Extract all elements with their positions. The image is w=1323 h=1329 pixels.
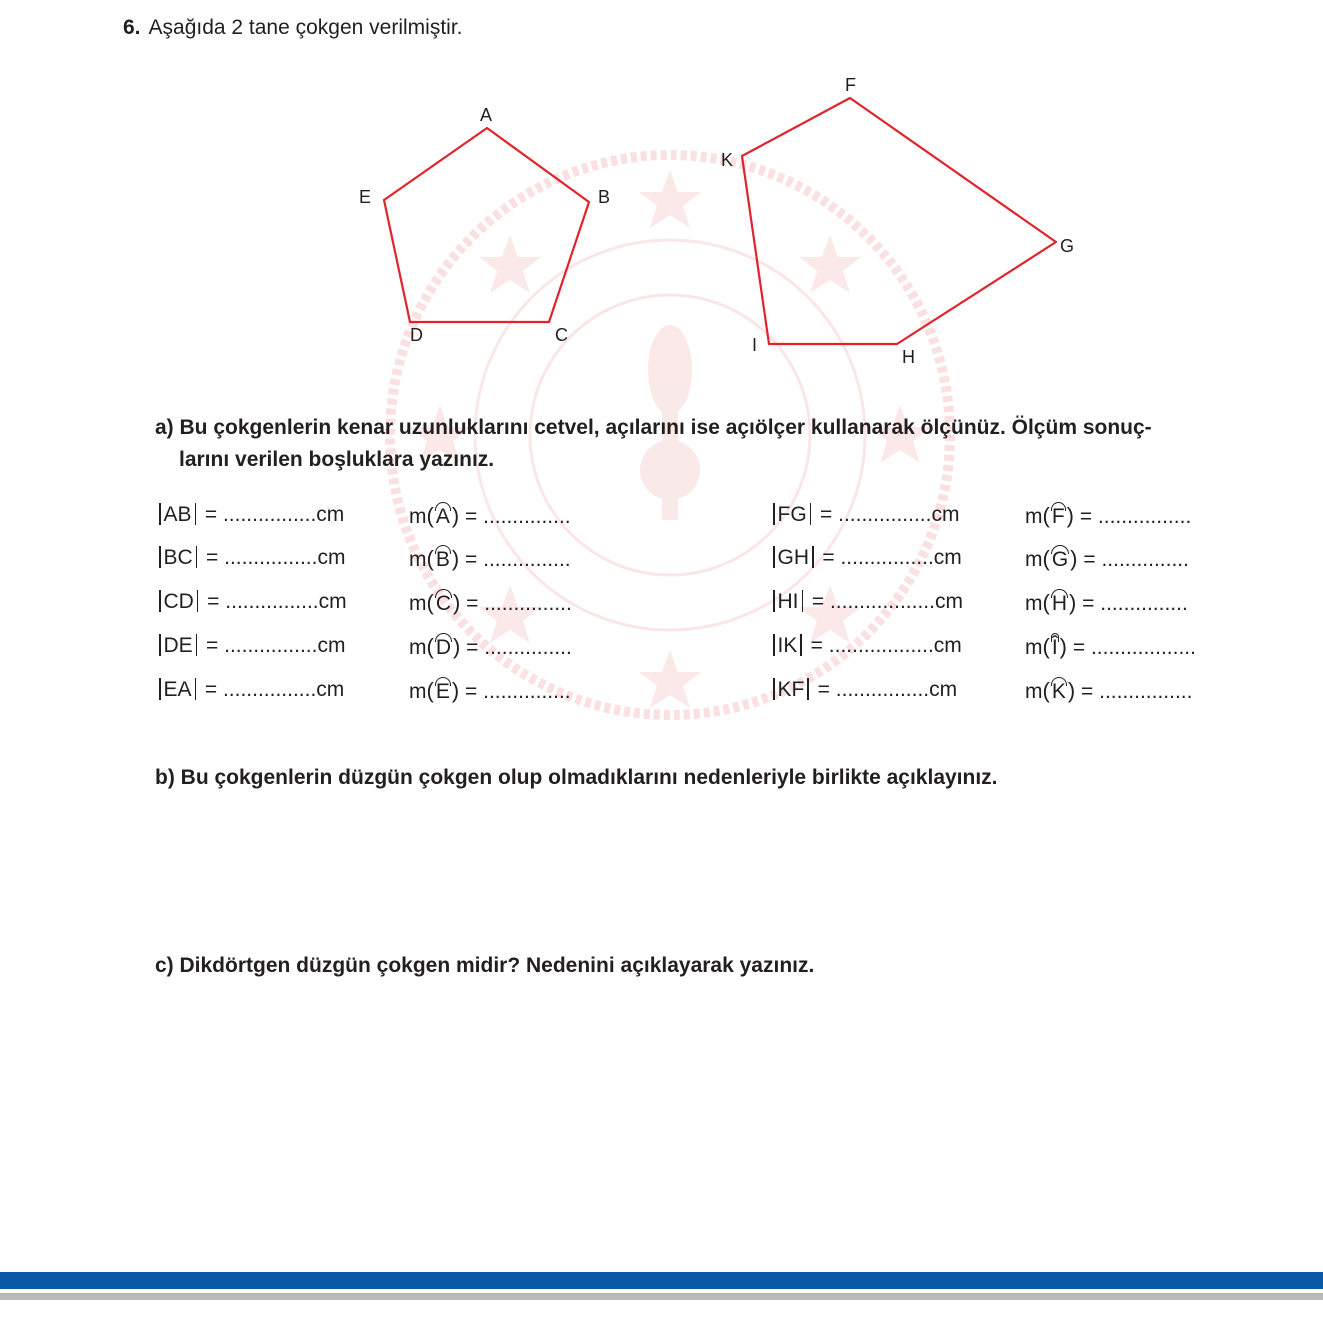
paren-close: ) xyxy=(451,546,460,571)
paren-close: ) xyxy=(453,634,461,659)
abs-bar-left xyxy=(159,590,161,612)
angle-measure-right-4[interactable] xyxy=(1025,634,1196,660)
equals-sign: = xyxy=(459,548,484,571)
answer-blank[interactable]: ................cm xyxy=(222,503,345,526)
answer-blank[interactable]: ............... xyxy=(1100,592,1188,615)
answer-blank[interactable]: ............... xyxy=(483,680,571,703)
angle-measure-left-1[interactable] xyxy=(409,503,571,529)
angle-measure-left-3[interactable] xyxy=(409,590,572,616)
abs-bar-left xyxy=(773,634,775,656)
abs-bar-left xyxy=(159,503,161,525)
answer-blank[interactable]: ................cm xyxy=(225,590,347,613)
polygon-figures xyxy=(0,60,1323,380)
side-name: GH xyxy=(777,546,809,569)
equals-sign: = xyxy=(1075,680,1100,703)
angle-vertex: Î xyxy=(1051,636,1058,659)
paren-open: ( xyxy=(426,590,434,615)
vertex-label-g: G xyxy=(1060,236,1075,256)
pentagon-fghik xyxy=(742,98,1056,344)
equals-sign: = xyxy=(460,636,485,659)
equals-sign: = xyxy=(1076,592,1101,615)
abs-bar-right xyxy=(807,678,809,700)
angle-vertex: A xyxy=(435,505,450,528)
answer-blank[interactable]: ............... xyxy=(1101,548,1189,571)
pentagon-abcde xyxy=(384,128,589,322)
equals-sign: = xyxy=(200,546,225,569)
angle-vertex: B xyxy=(435,548,450,571)
side-length-right-kf[interactable] xyxy=(770,678,957,702)
abs-bar-left xyxy=(773,590,775,612)
measure-m: m xyxy=(409,636,427,659)
equals-sign: = xyxy=(199,678,223,701)
angle-measure-left-4[interactable] xyxy=(409,634,572,660)
abs-bar-right xyxy=(196,634,198,656)
abs-bar-left xyxy=(159,546,161,568)
abs-bar-right xyxy=(810,503,812,525)
equals-sign: = xyxy=(804,634,829,657)
paren-open: ( xyxy=(1042,503,1050,528)
abs-bar-left xyxy=(773,678,775,700)
paren-close: ) xyxy=(1067,678,1076,703)
measure-m: m xyxy=(1025,548,1043,571)
side-name: HI xyxy=(777,590,799,613)
side-length-left-ab[interactable] xyxy=(156,503,344,527)
vertex-label-k: K xyxy=(721,150,734,170)
side-length-left-cd[interactable] xyxy=(156,590,347,614)
equals-sign: = xyxy=(811,678,836,701)
abs-bar-right xyxy=(196,546,198,568)
paren-close: ) xyxy=(1069,590,1077,615)
answer-blank[interactable]: ............... xyxy=(484,592,572,615)
measure-m: m xyxy=(1025,592,1043,615)
answer-blank[interactable]: ................cm xyxy=(222,678,345,701)
angle-measure-left-5[interactable] xyxy=(409,678,571,704)
paren-close: ) xyxy=(1070,546,1078,571)
side-length-left-de[interactable] xyxy=(156,634,345,658)
vertex-label-i: I xyxy=(752,335,758,355)
abs-bar-left xyxy=(159,678,161,700)
answer-blank[interactable]: ................ xyxy=(1097,505,1192,528)
answer-blank[interactable]: ............... xyxy=(483,548,571,571)
side-name: BC xyxy=(163,546,193,569)
side-length-right-hi[interactable] xyxy=(770,590,963,614)
equals-sign: = xyxy=(459,505,484,528)
paren-open: ( xyxy=(426,503,434,528)
side-name: EA xyxy=(163,678,192,701)
answer-blank[interactable]: ..................cm xyxy=(828,634,962,657)
equals-sign: = xyxy=(1067,636,1091,659)
measure-m: m xyxy=(1025,505,1043,528)
vertex-label-h: H xyxy=(902,347,915,367)
equals-sign: = xyxy=(816,546,841,569)
part-a-line-2: larını verilen boşluklara yazınız. xyxy=(179,448,495,471)
side-length-right-gh[interactable] xyxy=(770,546,962,570)
question-number: 6. xyxy=(123,16,141,39)
side-length-right-fg[interactable] xyxy=(770,503,959,527)
abs-bar-right xyxy=(195,503,197,525)
angle-measure-right-3[interactable] xyxy=(1025,590,1188,616)
equals-sign: = xyxy=(1073,505,1098,528)
part-a-instruction xyxy=(155,412,1215,476)
abs-bar-right xyxy=(800,634,802,656)
vertex-label-c: C xyxy=(555,325,568,345)
angle-vertex: K xyxy=(1051,680,1066,703)
paren-close: ) xyxy=(1059,634,1067,659)
measure-m: m xyxy=(1025,680,1043,703)
equals-sign: = xyxy=(201,590,226,613)
equals-sign: = xyxy=(806,590,830,613)
paren-close: ) xyxy=(451,503,460,528)
abs-bar-right xyxy=(812,546,814,568)
side-name: FG xyxy=(777,503,807,526)
angle-vertex: H xyxy=(1051,592,1067,615)
measure-m: m xyxy=(409,592,427,615)
paren-close: ) xyxy=(451,678,460,703)
measure-m: m xyxy=(409,505,427,528)
side-name: DE xyxy=(163,634,193,657)
vertex-label-f: F xyxy=(845,75,856,95)
side-name: CD xyxy=(163,590,194,613)
side-length-left-ea[interactable] xyxy=(156,678,344,702)
answer-blank[interactable]: ................cm xyxy=(224,634,346,657)
paren-open: ( xyxy=(426,634,434,659)
equals-sign: = xyxy=(199,503,223,526)
abs-bar-right xyxy=(197,590,199,612)
equals-sign: = xyxy=(814,503,839,526)
paren-open: ( xyxy=(1042,634,1050,659)
angle-vertex: D xyxy=(435,636,451,659)
vertex-label-b: B xyxy=(598,187,611,207)
answer-blank[interactable]: ..................cm xyxy=(829,590,963,613)
part-a-line-1: a) Bu çokgenlerin kenar uzunluklarını cetvel, açılarını ise açıölçer kullanarak ölçünüz. Ölçüm sonuç- xyxy=(155,416,1152,439)
answer-blank[interactable]: ................ xyxy=(1099,680,1193,703)
answer-blank[interactable]: .................. xyxy=(1090,636,1196,659)
angle-measure-right-1[interactable] xyxy=(1025,503,1191,529)
footer-blue-bar xyxy=(0,1272,1323,1289)
vertex-label-d: D xyxy=(410,325,423,345)
paren-open: ( xyxy=(1042,546,1050,571)
question-text: Aşağıda 2 tane çokgen verilmiştir. xyxy=(148,16,463,39)
paren-open: ( xyxy=(1042,678,1050,703)
answer-blank[interactable]: ............... xyxy=(483,505,571,528)
answer-blank[interactable]: ................cm xyxy=(224,546,346,569)
abs-bar-left xyxy=(773,546,775,568)
side-length-right-ik[interactable] xyxy=(770,634,962,658)
abs-bar-right xyxy=(195,678,197,700)
equals-sign: = xyxy=(200,634,225,657)
answer-blank[interactable]: ............... xyxy=(484,636,572,659)
measure-m: m xyxy=(409,680,427,703)
paren-close: ) xyxy=(453,590,461,615)
side-name: IK xyxy=(777,634,798,657)
abs-bar-right xyxy=(802,590,804,612)
vertex-label-e: E xyxy=(359,187,372,207)
angle-vertex: C xyxy=(435,592,451,615)
vertex-label-a: A xyxy=(480,105,493,125)
angle-vertex: E xyxy=(435,680,450,703)
abs-bar-left xyxy=(159,634,161,656)
angle-measure-right-5[interactable] xyxy=(1025,678,1192,704)
side-length-left-bc[interactable] xyxy=(156,546,345,570)
abs-bar-left xyxy=(773,503,775,525)
part-b-question: b) Bu çokgenlerin düzgün çokgen olup olmadıklarını nedenleriyle birlikte açıklayınız. xyxy=(155,766,998,789)
side-name: AB xyxy=(163,503,192,526)
measure-m: m xyxy=(409,548,427,571)
paren-open: ( xyxy=(426,546,434,571)
part-c-question: c) Dikdörtgen düzgün çokgen midir? Nedenini açıklayarak yazınız. xyxy=(155,954,815,977)
answer-blank[interactable]: ................cm xyxy=(835,678,958,701)
equals-sign: = xyxy=(1077,548,1102,571)
paren-open: ( xyxy=(1042,590,1050,615)
paren-open: ( xyxy=(426,678,434,703)
paren-close: ) xyxy=(1066,503,1074,528)
angle-measure-left-2[interactable] xyxy=(409,546,571,572)
answer-blank[interactable]: ................cm xyxy=(840,546,962,569)
footer-grey-line xyxy=(0,1293,1323,1300)
equals-sign: = xyxy=(460,592,485,615)
angle-vertex: G xyxy=(1051,548,1069,571)
angle-vertex: F xyxy=(1051,505,1065,528)
side-name: KF xyxy=(777,678,805,701)
equals-sign: = xyxy=(459,680,484,703)
angle-measure-right-2[interactable] xyxy=(1025,546,1189,572)
answer-blank[interactable]: ................cm xyxy=(838,503,960,526)
question-heading xyxy=(123,16,463,40)
measure-m: m xyxy=(1025,636,1043,659)
